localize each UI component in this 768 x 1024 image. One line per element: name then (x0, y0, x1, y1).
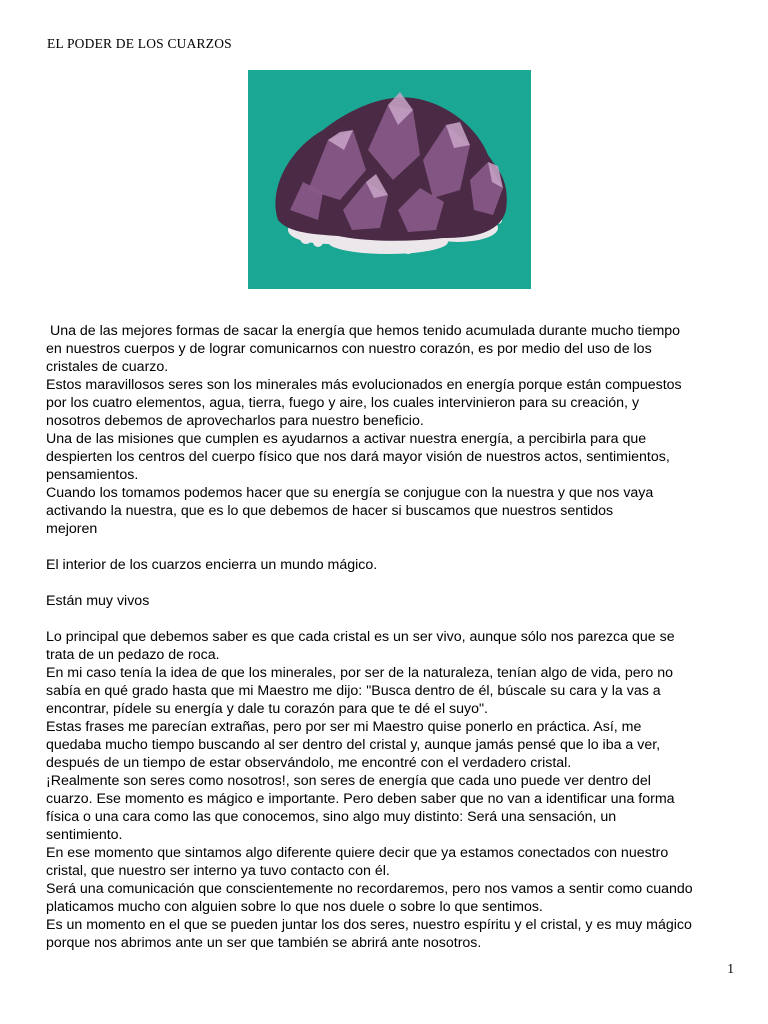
amethyst-quartz-image (248, 70, 531, 289)
text-line: Lo principal que debemos saber es que cada cristal es un ser vivo, aunque sólo nos parezca que se (46, 629, 675, 645)
text-line: cuarzo. Ese momento es mágico e importante. Pero deben saber que no van a identificar una forma (46, 791, 675, 807)
text-line: activando la nuestra, que es lo que debemos de hacer si buscamos que nuestros sentidos (46, 503, 614, 519)
text-line: Será una comunicación que conscientemente no recordaremos, pero nos vamos a sentir como cuando (46, 881, 693, 897)
text-line: porque nos abrimos ante un ser que también se abrirá ante nosotros. (46, 935, 482, 951)
text-line: Una de las mejores formas de sacar la energía que hemos tenido acumulada durante mucho tiempo (46, 323, 681, 339)
text-line: platicamos mucho con alguien sobre lo que nos duele o sobre lo que sentimos. (46, 899, 543, 915)
paragraph-gap (46, 574, 746, 592)
text-line: El interior de los cuarzos encierra un mundo mágico. (46, 557, 378, 573)
text-line: mejoren (46, 521, 98, 537)
text-line: física o una cara como las que conocemos, sino algo muy distinto: Será una sensación, un (46, 809, 617, 825)
text-line: Una de las misiones que cumplen es ayudarnos a activar nuestra energía, a percibirla para que (46, 431, 647, 447)
text-line: Estas frases me parecían extrañas, pero por ser mi Maestro quise ponerlo en práctica. Así, me (46, 719, 642, 735)
paragraph-gap (46, 538, 746, 556)
body-text (46, 322, 746, 952)
text-line: En mi caso tenía la idea de que los minerales, por ser de la naturaleza, tenían algo de vida, pero no (46, 665, 674, 681)
text-line: despierten los centros del cuerpo físico que nos dará mayor visión de nuestros actos, sentimientos, (46, 449, 670, 465)
text-line: Cuando los tomamos podemos hacer que su energía se conjugue con la nuestra y que nos vaya (46, 485, 654, 501)
text-line: cristal, que nuestro ser interno ya tuvo contacto con él. (46, 863, 390, 879)
text-line: ¡Realmente son seres como nosotros!, son seres de energía que cada uno puede ver dentro del (46, 773, 651, 789)
text-line: cristales de cuarzo. (46, 359, 169, 375)
text-line: en nuestros cuerpos y de lograr comunicarnos con nuestro corazón, es por medio del uso de los (46, 341, 652, 357)
paragraph-gap (46, 610, 746, 628)
text-line: por los cuatro elementos, agua, tierra, fuego y aire, los cuales intervinieron para su creación, y (46, 395, 640, 411)
page-number: 1 (727, 961, 734, 976)
page-title: EL PODER DE LOS CUARZOS (47, 36, 232, 51)
text-line: encontrar, pídele su energía y dale tu corazón para que te dé el suyo". (46, 701, 488, 717)
text-line: En ese momento que sintamos algo diferente quiere decir que ya estamos conectados con nuestro (46, 845, 669, 861)
text-line: Están muy vivos (46, 593, 150, 609)
text-line: nosotros debemos de aprovecharlos para nuestro beneficio. (46, 413, 424, 429)
text-line: después de un tiempo de estar observándolo, me encontré con el verdadero cristal. (46, 755, 572, 771)
text-line: trata de un pedazo de roca. (46, 647, 220, 663)
text-line: sentimiento. (46, 827, 123, 843)
text-line: sabía en qué grado hasta que mi Maestro me dijo: "Busca dentro de él, búscale su cara y la vas a (46, 683, 661, 699)
text-line: quedaba mucho tiempo buscando al ser dentro del cristal y, aunque jamás pensé que lo iba a ver, (46, 737, 661, 753)
text-line: Es un momento en el que se pueden juntar los dos seres, nuestro espíritu y el cristal, y es muy mágico (46, 917, 692, 933)
text-line: Estos maravillosos seres son los minerales más evolucionados en energía porque están compuestos (46, 377, 682, 393)
text-line: pensamientos. (46, 467, 139, 483)
